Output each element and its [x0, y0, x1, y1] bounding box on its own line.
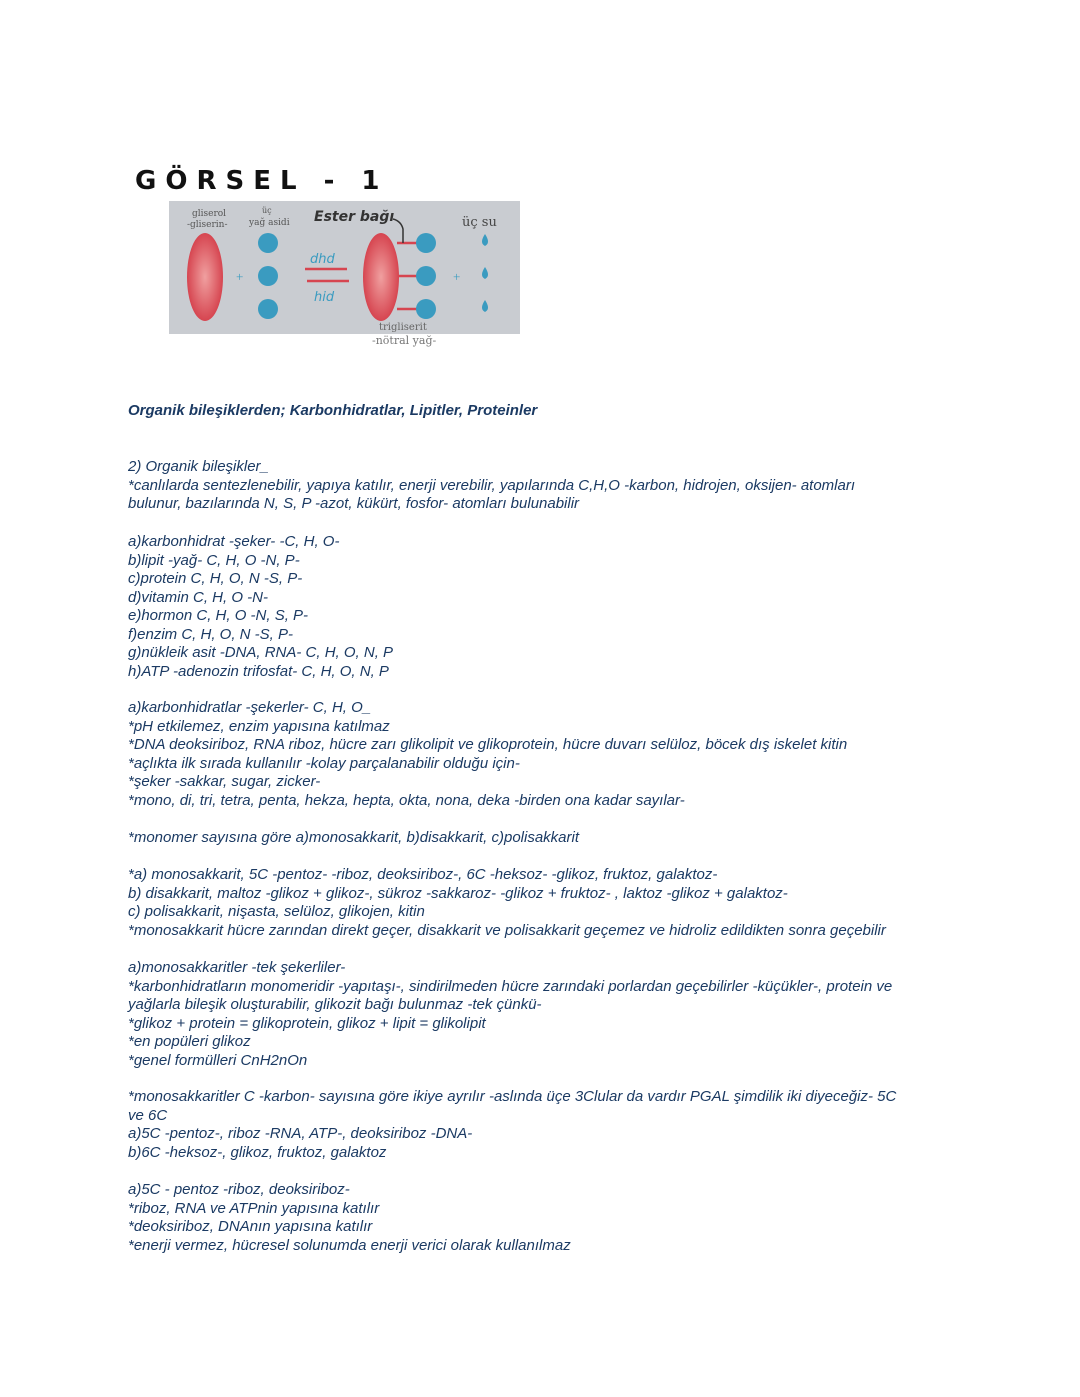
text-line: 2) Organik bileşikler_: [128, 458, 269, 475]
triglyceride-shape: [363, 233, 399, 321]
fatty-acid-label-1: üç: [262, 206, 272, 215]
text-line: *monosakkaritler C -karbon- sayısına göre ikiye ayrılır -aslında üçe 3Clular da vardır PGAL şimdilik iki diyeceğiz- 5C: [128, 1088, 897, 1105]
text-line: *mono, di, tri, tetra, penta, hekza, hepta, okta, nona, deka -birden ona kadar sayılar-: [128, 791, 685, 809]
dhd-label: dhd: [310, 252, 335, 267]
text-line: *karbonhidratların monomeridir -yapıtaşı-, sindirilmeden hücre zarındaki porlardan geçebilirler -küçükler-, protein ve: [128, 977, 893, 995]
plus-sign: +: [236, 269, 244, 284]
text-line: *glikoz + protein = glikoprotein, glikoz + lipit = glikolipit: [128, 1014, 486, 1032]
text-line: b) disakkarit, maltoz -glikoz + glikoz-, sükroz -sakkaroz- -glikoz + fruktoz- , laktoz -glikoz + galaktoz-: [128, 884, 788, 902]
ester-bond-label: Ester bağı: [314, 209, 395, 225]
ester-bond-diagram: [169, 201, 520, 334]
text-line: *şeker -sakkar, sugar, zicker-: [128, 773, 321, 790]
paragraph: [128, 829, 958, 848]
glycerin-label: -gliserin-: [187, 220, 228, 230]
text-line: bulunur, bazılarında N, S, P -azot, kükürt, fosfor- atomları bulunabilir: [128, 495, 580, 512]
text-line: g)nükleik asit -DNA, RNA- C, H, O, N, P: [128, 644, 394, 661]
paragraph: [128, 866, 958, 940]
text-line: *DNA deoksiriboz, RNA riboz, hücre zarı glikolipit ve glikoprotein, hücre duvarı selüloz, böcek dış iskelet kitin: [128, 736, 848, 753]
paragraph: [128, 699, 958, 810]
text-line: e)hormon C, H, O -N, S, P-: [128, 607, 309, 624]
text-line: yağlarla bileşik oluşturabilir, glikozit bağı bulunmaz -tek çünkü-: [128, 996, 542, 1013]
text-line: h)ATP -adenozin trifosfat- C, H, O, N, P: [128, 662, 389, 680]
glycerol-shape: [187, 233, 223, 321]
paragraph: [128, 458, 958, 514]
paragraph: [128, 1181, 958, 1255]
text-line: *riboz, RNA ve ATPnin yapısına katılır: [128, 1199, 380, 1217]
neutral-fat-caption: -nötral yağ-: [372, 334, 437, 347]
text-line: c) polisakkarit, nişasta, selüloz, glikojen, kitin: [128, 903, 425, 920]
fatty-acid-label-2: yağ asidi: [249, 218, 290, 228]
text-line: *en popüleri glikoz: [128, 1033, 251, 1050]
text-line: f)enzim C, H, O, N -S, P-: [128, 625, 294, 643]
text-line: a)karbonhidrat -şeker- -C, H, O-: [128, 533, 340, 550]
text-line: a)karbonhidratlar -şekerler- C, H, O_: [128, 699, 372, 716]
text-line: *monomer sayısına göre a)monosakkarit, b)disakkarit, c)polisakkarit: [128, 829, 580, 846]
text-line: *pH etkilemez, enzim yapısına katılmaz: [128, 717, 390, 735]
section-heading: Organik bileşiklerden; Karbonhidratlar, Lipitler, Proteinler: [128, 402, 538, 419]
text-line: d)vitamin C, H, O -N-: [128, 588, 269, 606]
hid-label: hid: [314, 290, 335, 305]
text-line: *açlıkta ilk sırada kullanılır -kolay parçalanabilir olduğu için-: [128, 754, 520, 772]
water-label: üç su: [462, 215, 497, 230]
text-line: b)lipit -yağ- C, H, O -N, P-: [128, 551, 300, 569]
paragraph: [128, 959, 958, 1070]
fatty-acid-circles: [258, 233, 278, 319]
text-line: c)protein C, H, O, N -S, P-: [128, 570, 303, 587]
text-line: *enerji vermez, hücresel solunumda enerji verici olarak kullanılmaz: [128, 1236, 571, 1254]
text-line: *a) monosakkarit, 5C -pentoz- -riboz, deoksiriboz-, 6C -heksoz- -glikoz, fruktoz, galaktoz-: [128, 866, 718, 883]
text-line: *canlılarda sentezlenebilir, yapıya katılır, enerji verebilir, yapılarında C,H,O -karbon, hidrojen, oksijen- atomları: [128, 476, 856, 494]
figure-title: GÖRSEL - 1: [135, 166, 389, 196]
glycerol-label: gliserol: [192, 209, 227, 219]
text-line: *genel formülleri CnH2nOn: [128, 1051, 308, 1069]
text-line: a)monosakkaritler -tek şekerliler-: [128, 959, 346, 976]
text-line: a)5C -pentoz-, riboz -RNA, ATP-, deoksiriboz -DNA-: [128, 1125, 473, 1142]
water-drop-icons: [482, 234, 488, 312]
triglyceride-figure: [169, 201, 520, 334]
triglyceride-label: trigliserit: [379, 322, 427, 333]
paragraph: [128, 533, 958, 681]
paragraph: [128, 1088, 958, 1162]
text-line: a)5C - pentoz -riboz, deoksiriboz-: [128, 1181, 350, 1198]
text-line: *deoksiriboz, DNAnın yapısına katılır: [128, 1218, 373, 1235]
text-line: *monosakkarit hücre zarından direkt geçer, disakkarit ve polisakkarit geçemez ve hidroliz edildikten sonra geçebilir: [128, 921, 886, 939]
plus-sign: +: [453, 269, 461, 284]
text-line: b)6C -heksoz-, glikoz, fruktoz, galaktoz: [128, 1143, 387, 1161]
text-line: ve 6C: [128, 1106, 168, 1124]
